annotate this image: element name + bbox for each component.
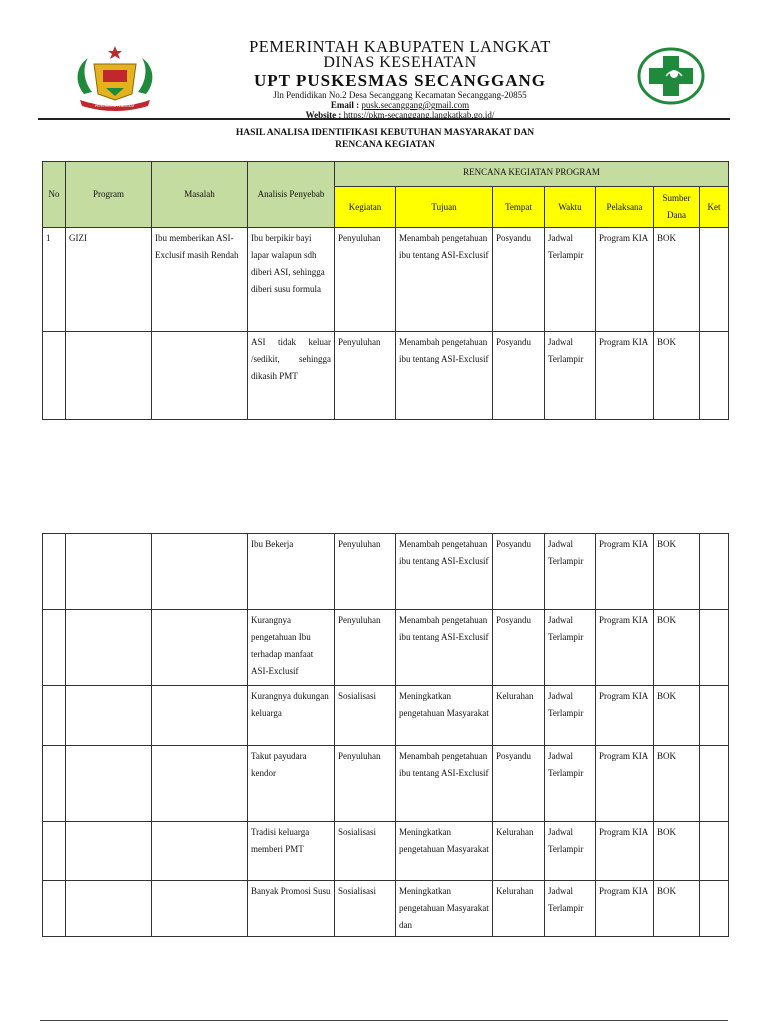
cell-program [66, 822, 152, 881]
cell-pelaksana: Program KIA [596, 534, 654, 610]
cell-sumber: BOK [654, 881, 700, 937]
header-tujuan: Tujuan [396, 187, 493, 228]
cell-no: 1 [43, 228, 66, 332]
cell-ket [700, 746, 729, 822]
cell-sumber: BOK [654, 746, 700, 822]
cell-tujuan: Meningkatkan pengetahuan Masyarakat [396, 686, 493, 746]
cell-kegiatan: Penyuluhan [335, 746, 396, 822]
cell-ket [700, 332, 729, 420]
header-no: No [43, 162, 66, 228]
document-title [140, 127, 630, 151]
table-row [43, 686, 729, 746]
cell-tempat: Posyandu [493, 534, 545, 610]
table-row [43, 822, 729, 881]
table-row [43, 746, 729, 822]
cell-pelaksana: Program KIA [596, 881, 654, 937]
agency-name: DINAS KESEHATAN [323, 54, 477, 71]
page-bottom-divider [40, 1020, 728, 1021]
cell-masalah [152, 686, 248, 746]
cell-program: GIZI [66, 228, 152, 332]
cell-sumber: BOK [654, 610, 700, 686]
table-row [43, 881, 729, 937]
cell-masalah: Ibu memberikan ASI-Exclusif masih Rendah [152, 228, 248, 332]
cell-program [66, 746, 152, 822]
cell-penyebab: Ibu Bekerja [248, 534, 335, 610]
cell-no [43, 332, 66, 420]
cell-tempat: Posyandu [493, 746, 545, 822]
cell-kegiatan: Penyuluhan [335, 332, 396, 420]
cell-waktu: Jadwal Terlampir [545, 822, 596, 881]
header-waktu: Waktu [545, 187, 596, 228]
email-line [180, 100, 620, 110]
cell-tujuan: Menambah pengetahuan ibu tentang ASI-Exclusif [396, 534, 493, 610]
letterhead [40, 30, 730, 122]
cell-penyebab: Tradisi keluarga memberi PMT [248, 822, 335, 881]
health-cross-icon [636, 46, 706, 106]
cell-no [43, 822, 66, 881]
cell-program [66, 534, 152, 610]
email-link[interactable]: pusk.secanggang@gmail.com [361, 100, 470, 110]
table-row [43, 228, 729, 332]
cell-no [43, 610, 66, 686]
cell-masalah [152, 881, 248, 937]
cell-waktu: Jadwal Terlampir [545, 228, 596, 332]
cell-no [43, 534, 66, 610]
cell-ket [700, 686, 729, 746]
cell-masalah [152, 822, 248, 881]
header-pelaksana: Pelaksana [596, 187, 654, 228]
cell-tempat: Kelurahan [493, 881, 545, 937]
cell-ket [700, 228, 729, 332]
header-ket: Ket [700, 187, 729, 228]
cell-penyebab: Kurangnya dukungan keluarga [248, 686, 335, 746]
cell-tujuan: Menambah pengetahuan ibu tentang ASI-Exclusif [396, 228, 493, 332]
cell-masalah [152, 332, 248, 420]
cell-program [66, 881, 152, 937]
cell-sumber: BOK [654, 228, 700, 332]
cell-kegiatan: Sosialisasi [335, 822, 396, 881]
cell-waktu: Jadwal Terlampir [545, 746, 596, 822]
cell-penyebab: Banyak Promosi Susu [248, 881, 335, 937]
analysis-table [42, 161, 729, 420]
gov-name: PEMERINTAH KABUPATEN LANGKAT [249, 37, 551, 56]
table-row [43, 610, 729, 686]
cell-no [43, 686, 66, 746]
cell-waktu: Jadwal Terlampir [545, 332, 596, 420]
cell-waktu: Jadwal Terlampir [545, 610, 596, 686]
title-line-1: HASIL ANALISA IDENTIFIKASI KEBUTUHAN MASYARAKAT DAN [235, 128, 535, 138]
cell-tujuan: Meningkatkan pengetahuan Masyarakat [396, 822, 493, 881]
website-link[interactable]: https://pkm-secanggang.langkatkab.go.id/ [343, 110, 495, 120]
cell-pelaksana: Program KIA [596, 610, 654, 686]
cell-kegiatan: Penyuluhan [335, 228, 396, 332]
langkat-emblem-icon [70, 44, 160, 112]
cell-no [43, 881, 66, 937]
table-row [43, 534, 729, 610]
address: Jln Pendidikan No.2 Desa Secanggang Kecamatan Secanggang-20855 [273, 90, 527, 100]
cell-kegiatan: Sosialisasi [335, 881, 396, 937]
cell-pelaksana: Program KIA [596, 332, 654, 420]
cell-pelaksana: Program KIA [596, 686, 654, 746]
svg-text:PEMERINTAH LANGKAT: PEMERINTAH LANGKAT [95, 104, 135, 108]
header-sumber-dana: Sumber Dana [654, 187, 700, 228]
cell-masalah [152, 534, 248, 610]
cell-ket [700, 881, 729, 937]
cell-pelaksana: Program KIA [596, 746, 654, 822]
cell-kegiatan: Sosialisasi [335, 686, 396, 746]
cell-penyebab: Kurangnya pengetahuan Ibu terhadap manfaat ASI-Exclusif [248, 610, 335, 686]
cell-penyebab: Ibu berpikir bayi lapar walapun sdh diberi ASI, sehingga diberi susu formula [248, 228, 335, 332]
cell-tujuan: Meningkatkan pengetahuan Masyarakat dan [396, 881, 493, 937]
cell-ket [700, 822, 729, 881]
header-rencana: RENCANA KEGIATAN PROGRAM [335, 162, 729, 187]
cell-waktu: Jadwal Terlampir [545, 534, 596, 610]
cell-kegiatan: Penyuluhan [335, 610, 396, 686]
analysis-table-continued [42, 533, 729, 937]
website-label: Website : [305, 110, 344, 120]
title-line-2: RENCANA KEGIATAN [335, 140, 435, 150]
cell-waktu: Jadwal Terlampir [545, 881, 596, 937]
cell-sumber: BOK [654, 686, 700, 746]
cell-ket [700, 610, 729, 686]
cell-waktu: Jadwal Terlampir [545, 686, 596, 746]
cell-penyebab: Takut payudara kendor [248, 746, 335, 822]
cell-penyebab: ASI tidak keluar /sedikit, sehingga dikasih PMT [248, 332, 335, 420]
table-row [43, 332, 729, 420]
email-label: Email : [330, 100, 362, 110]
cell-pelaksana: Program KIA [596, 822, 654, 881]
cell-no [43, 746, 66, 822]
cell-tempat: Kelurahan [493, 686, 545, 746]
cell-tempat: Kelurahan [493, 822, 545, 881]
cell-tempat: Posyandu [493, 610, 545, 686]
cell-program [66, 686, 152, 746]
institution-name: UPT PUSKESMAS SECANGGANG [254, 71, 546, 90]
cell-tujuan: Menambah pengetahuan ibu tentang ASI-Exclusif [396, 332, 493, 420]
cell-sumber: BOK [654, 822, 700, 881]
header-kegiatan: Kegiatan [335, 187, 396, 228]
cell-tempat: Posyandu [493, 332, 545, 420]
cell-program [66, 332, 152, 420]
cell-tujuan: Menambah pengetahuan ibu tentang ASI-Exclusif [396, 610, 493, 686]
cell-tujuan: Menambah pengetahuan ibu tentang ASI-Exclusif [396, 746, 493, 822]
cell-masalah [152, 746, 248, 822]
header-analisis: Analisis Penyebab [248, 162, 335, 228]
cell-pelaksana: Program KIA [596, 228, 654, 332]
cell-masalah [152, 610, 248, 686]
cell-program [66, 610, 152, 686]
header-tempat: Tempat [493, 187, 545, 228]
cell-kegiatan: Penyuluhan [335, 534, 396, 610]
letterhead-divider [38, 118, 730, 120]
cell-sumber: BOK [654, 332, 700, 420]
cell-tempat: Posyandu [493, 228, 545, 332]
header-program: Program [66, 162, 152, 228]
header-masalah: Masalah [152, 162, 248, 228]
cell-ket [700, 534, 729, 610]
cell-sumber: BOK [654, 534, 700, 610]
